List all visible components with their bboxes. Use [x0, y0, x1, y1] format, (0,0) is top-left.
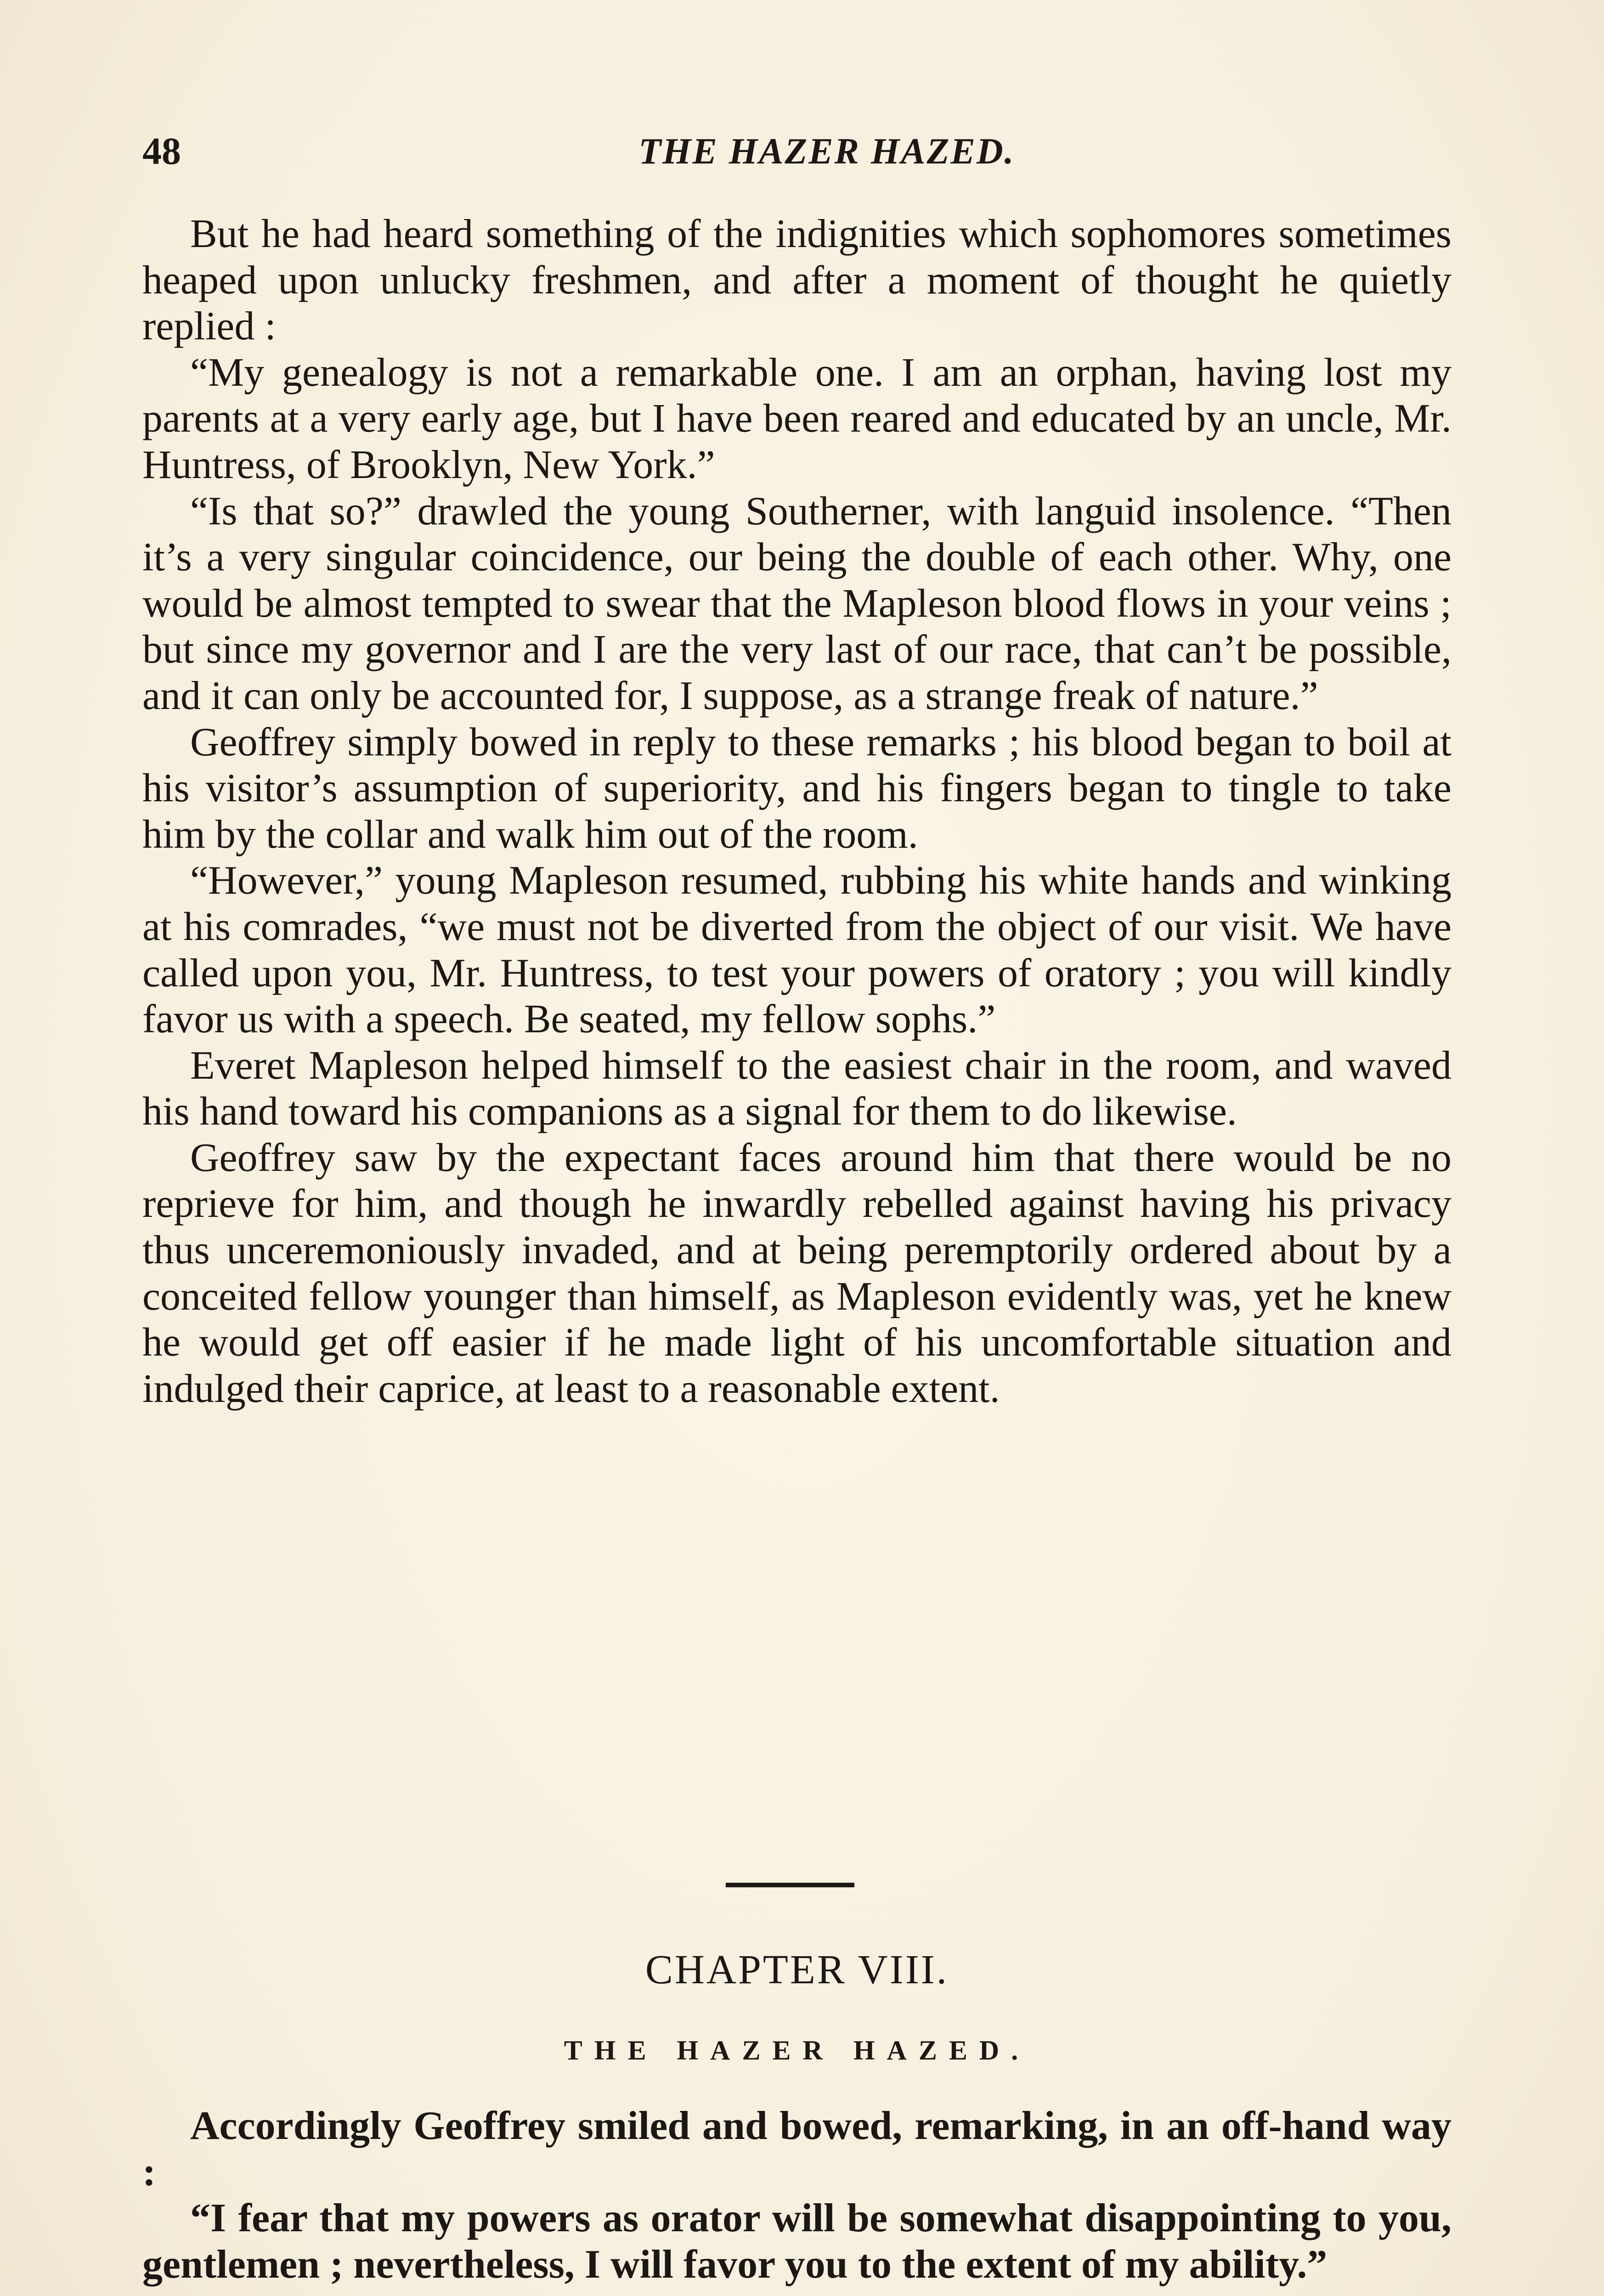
- section-divider: [726, 1883, 854, 1887]
- page-number: 48: [142, 130, 181, 173]
- paragraph: “Is that so?” drawled the young Southerner, with languid insolence. “Then it’s a very singular coincidence, our being the double of each other. Why, one would be almost tempted to swear that the Mapleson blood flows in your veins ; but since my governor and I are the very last of our race, that can’t be possible, and it can only be accounted for, I suppose, as a strange freak of nature.”: [142, 489, 1452, 718]
- chapter-title: THE HAZER HAZED.: [564, 2035, 1030, 2065]
- chapter-text: [142, 2103, 1452, 2288]
- paragraph: “However,” young Mapleson resumed, rubbing his white hands and winking at his comrades, “we must not be diverted from the object of our visit. We have called upon you, Mr. Huntress, to test your powers of oratory ; you will kindly favor us with a speech. Be seated, my fellow sophs.”: [142, 858, 1452, 1042]
- chapter-heading: CHAPTER VIII.: [645, 1947, 949, 1992]
- paragraph: “My genealogy is not a remarkable one. I am an orphan, having lost my parents at a very early age, but I have been reared and educated by an uncle, Mr. Huntress, of Brooklyn, New York.”: [142, 350, 1452, 487]
- body-text: [142, 211, 1452, 1412]
- paragraph: Everet Mapleson helped himself to the easiest chair in the room, and waved his hand toward his companions as a signal for them to do likewise.: [142, 1043, 1452, 1134]
- paragraph: Geoffrey simply bowed in reply to these remarks ; his blood began to boil at his visitor’s assumption of superiority, and his fingers began to tingle to take him by the collar and walk him out of the room.: [142, 720, 1452, 857]
- running-title: THE HAZER HAZED.: [638, 131, 1015, 172]
- chapter-paragraph: Accordingly Geoffrey smiled and bowed, remarking, in an off-hand way :: [142, 2104, 1452, 2195]
- chapter-paragraph: “I fear that my powers as orator will be somewhat disappointing to you, gentlemen ; nevertheless, I will favor you to the extent of my ability.”: [142, 2196, 1452, 2287]
- paragraph: But he had heard something of the indignities which sophomores sometimes heaped upon unlucky freshmen, and after a moment of thought he quietly replied :: [142, 212, 1452, 349]
- running-head: [142, 124, 1456, 179]
- paragraph: Geoffrey saw by the expectant faces around him that there would be no reprieve for him, and though he inwardly rebelled against having his privacy thus unceremoniously invaded, and at being peremptorily ordered about by a conceited fellow younger than himself, as Mapleson evidently was, yet he knew he would get off easier if he made light of his uncomfortable situation and indulged their caprice, at least to a reasonable extent.: [142, 1135, 1452, 1411]
